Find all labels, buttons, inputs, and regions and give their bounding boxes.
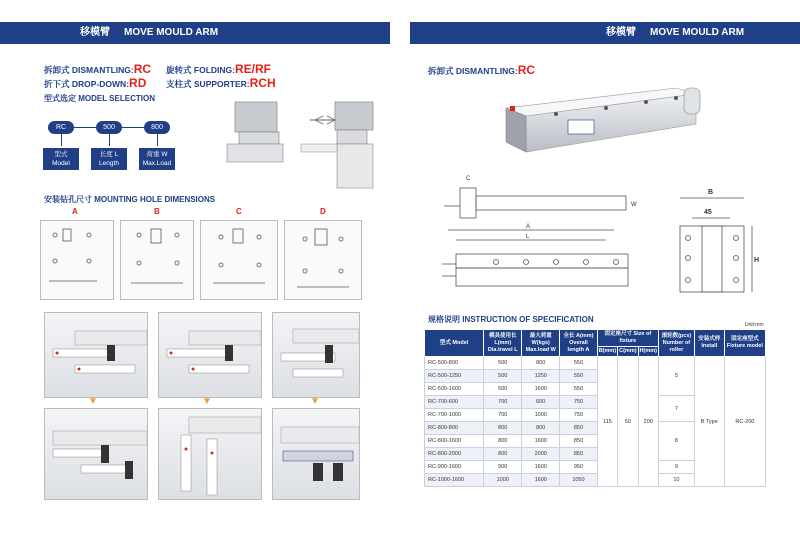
cell-length: 850 (560, 448, 598, 461)
hole-diagram-a (40, 220, 114, 300)
letter-c: C (236, 207, 242, 216)
cell-fixture-c: 50 (618, 357, 638, 487)
letter-d: D (320, 207, 326, 216)
model-selection-title: 型式选定 MODEL SELECTION (44, 94, 155, 103)
cell-length: 850 (560, 435, 598, 448)
spec-unit: Unit:mm (745, 322, 764, 328)
cell-load: 1250 (522, 370, 560, 383)
cell-travel: 800 (484, 435, 522, 448)
cell-travel: 500 (484, 383, 522, 396)
connector (109, 134, 110, 146)
cell-model: RC-500-800 (425, 357, 484, 370)
cell-travel: 700 (484, 396, 522, 409)
cell-length: 850 (560, 422, 598, 435)
pill-800: 800 (144, 121, 170, 134)
cell-rollers: 10 (658, 474, 694, 487)
connector (61, 134, 62, 146)
header-left (0, 22, 390, 44)
cell-rollers: 7 (658, 396, 694, 422)
cell-length: 1050 (560, 474, 598, 487)
cell-travel: 500 (484, 370, 522, 383)
cell-model: RC-900-1600 (425, 461, 484, 474)
cell-length: 550 (560, 383, 598, 396)
label-max-load: 荷重 W Max.Load (139, 148, 175, 170)
cell-load: 1600 (522, 435, 560, 448)
dim-w: W (631, 202, 637, 208)
cell-load: 1600 (522, 461, 560, 474)
type-rd: 折下式 DROP-DOWN:RD (44, 76, 147, 90)
letter-a: A (72, 207, 78, 216)
product-image-rc (496, 80, 708, 160)
photo-rc-2 (44, 408, 148, 500)
type-rch: 支柱式 SUPPORTER:RCH (166, 76, 276, 90)
cell-length: 750 (560, 409, 598, 422)
dim-b: B (708, 189, 714, 196)
cell-model: RC-500-1600 (425, 383, 484, 396)
cell-travel: 700 (484, 409, 522, 422)
header-left-en: MOVE MOULD ARM (124, 27, 219, 38)
cell-rollers: 8 (658, 422, 694, 461)
dim-a: A (526, 224, 531, 230)
pill-rc: RC (48, 121, 74, 134)
type-rc: 拆卸式 DISMANTLING:RC (44, 62, 152, 76)
cell-load: 800 (522, 357, 560, 370)
photo-re-rf-1 (272, 312, 360, 398)
th-c: C(mm) (618, 347, 638, 357)
th-length: 全长 A(mm) Overall length A (560, 330, 598, 357)
th-load: 最大荷重 W(kgs) Max.load W (522, 330, 560, 357)
connector (157, 134, 158, 146)
photo-rd-1 (158, 312, 262, 398)
th-model: 型式 Model (425, 330, 484, 357)
cell-model: RC-800-2000 (425, 448, 484, 461)
cell-install: B Type (694, 357, 724, 487)
cell-travel: 900 (484, 461, 522, 474)
cell-fixture-model: RC-200 (724, 357, 765, 487)
cell-model: RC-700-1000 (425, 409, 484, 422)
spec-table (424, 329, 766, 487)
arrow-down-icon: ▼ (310, 396, 320, 407)
dim-l: L (526, 234, 530, 240)
technical-drawing-side (436, 168, 651, 298)
dim-c: C (466, 176, 471, 182)
cell-fixture-h: 200 (638, 357, 658, 487)
cell-travel: 800 (484, 422, 522, 435)
cell-rollers: 5 (658, 357, 694, 396)
cell-model: RC-500-1250 (425, 370, 484, 383)
cell-length: 750 (560, 396, 598, 409)
cell-rollers: 9 (658, 461, 694, 474)
hole-diagram-c (200, 220, 278, 300)
th-h: H(mm) (638, 347, 658, 357)
cell-fixture-b: 115 (597, 357, 617, 487)
header-right-cn: 移模臂 (606, 27, 636, 38)
cell-travel: 800 (484, 448, 522, 461)
cell-load: 800 (522, 422, 560, 435)
cell-model: RC-800-800 (425, 422, 484, 435)
cell-length: 950 (560, 461, 598, 474)
cell-model: RC-700-600 (425, 396, 484, 409)
label-length: 长度 L Length (91, 148, 127, 170)
letter-b: B (154, 207, 160, 216)
photo-rd-2 (158, 408, 262, 500)
hole-diagram-d (284, 220, 362, 300)
th-travel: 模具使用长 L(mm) Dia.travel L (484, 330, 522, 357)
th-rollers: 滚轮数(pcs) Number of roller (658, 330, 694, 357)
header-right (410, 22, 800, 44)
pill-500: 500 (96, 121, 122, 134)
th-install: 安装式样 Install (694, 330, 724, 357)
dim-h: H (754, 257, 760, 264)
cell-load: 1600 (522, 474, 560, 487)
cell-length: 550 (560, 370, 598, 383)
header-right-en: MOVE MOULD ARM (650, 27, 745, 38)
th-fixture: 固定座尺寸 Size of fixture (597, 330, 658, 347)
photo-re-rf-2 (272, 408, 360, 500)
arrow-down-icon: ▼ (202, 396, 212, 407)
dim-45: 45 (704, 209, 712, 216)
spec-title: 规格说明 INSTRUCTION OF SPECIFICATION (428, 315, 594, 324)
cell-load: 600 (522, 396, 560, 409)
photo-rc-1 (44, 312, 148, 398)
header-left-cn: 移模臂 (80, 27, 110, 38)
cell-load: 2000 (522, 448, 560, 461)
cell-travel: 500 (484, 357, 522, 370)
cell-load: 1600 (522, 383, 560, 396)
cell-length: 550 (560, 357, 598, 370)
cell-model: RC-1000-1600 (425, 474, 484, 487)
cell-load: 1000 (522, 409, 560, 422)
cell-travel: 1000 (484, 474, 522, 487)
right-type-title: 拆卸式 DISMANTLING:RC (428, 63, 536, 77)
th-fixture-model: 固定座型式 Fixture model (724, 330, 765, 357)
mould-illustration (215, 98, 375, 190)
mounting-title: 安装钻孔尺寸 MOUNTING HOLE DIMENSIONS (44, 195, 216, 204)
arrow-down-icon: ▼ (88, 396, 98, 407)
technical-drawing-fixture (672, 186, 762, 296)
type-re-rf: 旋转式 FOLDING:RE/RF (166, 62, 271, 76)
cell-model: RC-800-1600 (425, 435, 484, 448)
th-b: B(mm) (597, 347, 617, 357)
table-row (425, 357, 766, 370)
hole-diagram-b (120, 220, 194, 300)
label-model: 型式 Model (43, 148, 79, 170)
